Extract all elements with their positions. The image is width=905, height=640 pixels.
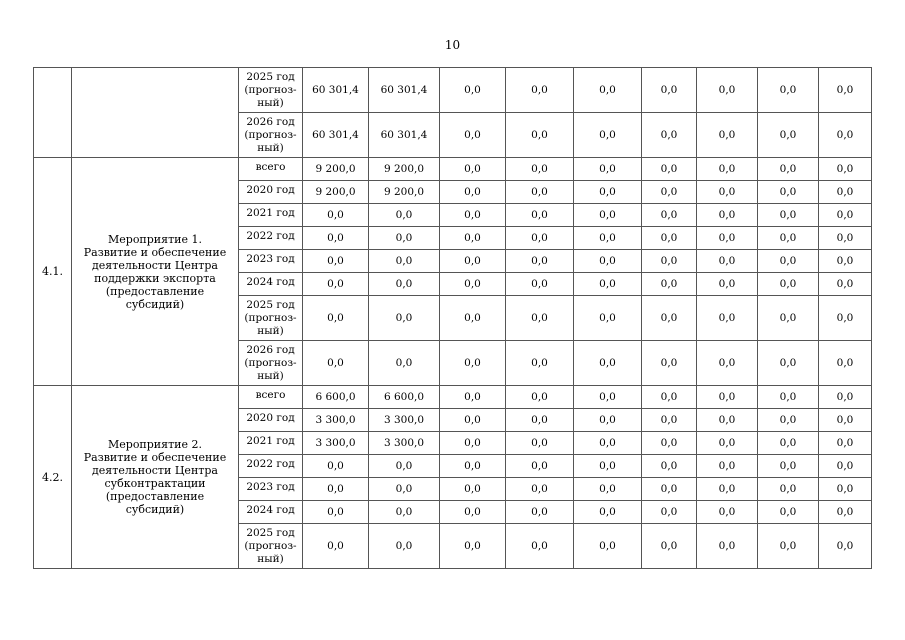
value-cell: 0,0	[819, 227, 872, 250]
value-cell: 0,0	[819, 68, 872, 113]
item-number-cell	[34, 68, 72, 158]
value-cell: 0,0	[506, 432, 574, 455]
year-line: 2022 год	[246, 458, 295, 470]
value-cell: 0,0	[574, 296, 642, 341]
value-cell: 0,0	[574, 478, 642, 501]
year-cell	[239, 204, 303, 227]
item-name-line: Мероприятие 1.	[108, 232, 202, 246]
value-cell: 0,0	[758, 204, 819, 227]
value-cell: 0,0	[506, 158, 574, 181]
year-cell	[239, 68, 303, 113]
year-line: ный)	[257, 552, 284, 565]
value-cell: 0,0	[758, 524, 819, 569]
value-cell: 0,0	[758, 501, 819, 524]
year-line: 2021 год	[246, 207, 295, 219]
table-body	[34, 68, 872, 569]
item-number-cell: 4.1.	[34, 158, 72, 386]
year-line: 2022 год	[246, 230, 295, 242]
value-cell: 0,0	[758, 341, 819, 386]
value-cell: 0,0	[440, 113, 506, 158]
year-cell	[239, 181, 303, 204]
value-cell: 0,0	[574, 273, 642, 296]
year-line: 2021 год	[246, 435, 295, 447]
value-cell: 0,0	[369, 455, 440, 478]
item-name-line: Развитие и обеспечение	[83, 451, 227, 464]
value-cell: 0,0	[506, 204, 574, 227]
value-cell: 0,0	[758, 386, 819, 409]
year-cell	[239, 386, 303, 409]
item-name-line: Развитие и обеспечение	[83, 245, 227, 259]
value-cell: 0,0	[819, 204, 872, 227]
value-cell: 0,0	[506, 68, 574, 113]
value-cell: 0,0	[758, 227, 819, 250]
value-cell: 0,0	[819, 455, 872, 478]
value-cell: 0,0	[819, 341, 872, 386]
value-cell: 0,0	[819, 524, 872, 569]
value-cell: 0,0	[642, 386, 697, 409]
value-cell: 0,0	[697, 432, 758, 455]
value-cell: 0,0	[697, 227, 758, 250]
value-cell: 0,0	[819, 409, 872, 432]
value-cell: 0,0	[440, 68, 506, 113]
value-cell: 0,0	[440, 341, 506, 386]
value-cell: 0,0	[440, 478, 506, 501]
item-name-cell	[72, 386, 239, 569]
value-cell: 0,0	[303, 227, 369, 250]
value-cell: 0,0	[642, 341, 697, 386]
value-cell: 0,0	[303, 204, 369, 227]
value-cell: 0,0	[642, 68, 697, 113]
value-cell: 0,0	[574, 181, 642, 204]
value-cell: 0,0	[440, 250, 506, 273]
year-line: 2023 год	[246, 481, 295, 493]
value-cell: 9 200,0	[369, 181, 440, 204]
value-cell: 0,0	[697, 409, 758, 432]
value-cell: 0,0	[369, 296, 440, 341]
value-cell: 6 600,0	[369, 386, 440, 409]
value-cell: 3 300,0	[303, 409, 369, 432]
item-name-line: Мероприятие 2.	[108, 438, 202, 451]
value-cell: 0,0	[506, 409, 574, 432]
value-cell: 0,0	[697, 524, 758, 569]
value-cell: 0,0	[574, 341, 642, 386]
page-number: 10	[444, 38, 461, 52]
year-line: всего	[255, 161, 286, 173]
item-name-cell	[72, 68, 239, 158]
value-cell: 0,0	[369, 341, 440, 386]
value-cell: 0,0	[758, 409, 819, 432]
value-cell: 3 300,0	[369, 409, 440, 432]
item-name-line: субконтрактации	[104, 477, 206, 490]
value-cell: 0,0	[574, 158, 642, 181]
year-line: (прогноз-	[244, 83, 297, 96]
value-cell: 60 301,4	[369, 68, 440, 113]
value-cell: 0,0	[574, 455, 642, 478]
value-cell: 0,0	[819, 113, 872, 158]
value-cell: 60 301,4	[303, 113, 369, 158]
value-cell: 0,0	[697, 181, 758, 204]
value-cell: 0,0	[697, 296, 758, 341]
value-cell: 0,0	[506, 227, 574, 250]
value-cell: 0,0	[369, 250, 440, 273]
value-cell: 0,0	[506, 386, 574, 409]
year-cell	[239, 478, 303, 501]
value-cell: 9 200,0	[303, 181, 369, 204]
value-cell: 0,0	[697, 158, 758, 181]
value-cell: 0,0	[819, 250, 872, 273]
value-cell: 3 300,0	[303, 432, 369, 455]
value-cell: 0,0	[506, 341, 574, 386]
value-cell: 0,0	[642, 204, 697, 227]
value-cell: 0,0	[758, 158, 819, 181]
value-cell: 0,0	[642, 250, 697, 273]
value-cell: 0,0	[697, 273, 758, 296]
value-cell: 0,0	[574, 204, 642, 227]
value-cell: 0,0	[758, 181, 819, 204]
value-cell: 0,0	[440, 409, 506, 432]
value-cell: 0,0	[303, 250, 369, 273]
value-cell: 0,0	[697, 501, 758, 524]
value-cell: 0,0	[642, 158, 697, 181]
value-cell: 0,0	[642, 455, 697, 478]
value-cell: 0,0	[642, 478, 697, 501]
value-cell: 0,0	[819, 296, 872, 341]
value-cell: 0,0	[506, 113, 574, 158]
value-cell: 0,0	[697, 250, 758, 273]
value-cell: 0,0	[574, 227, 642, 250]
value-cell: 0,0	[758, 250, 819, 273]
value-cell: 0,0	[303, 478, 369, 501]
value-cell: 0,0	[819, 478, 872, 501]
value-cell: 0,0	[642, 227, 697, 250]
value-cell: 0,0	[506, 250, 574, 273]
table-row	[34, 68, 872, 113]
value-cell: 0,0	[369, 524, 440, 569]
value-cell: 0,0	[303, 296, 369, 341]
table-row	[34, 158, 872, 181]
value-cell: 0,0	[574, 68, 642, 113]
value-cell: 0,0	[819, 273, 872, 296]
value-cell: 0,0	[574, 386, 642, 409]
value-cell: 0,0	[697, 455, 758, 478]
value-cell: 0,0	[369, 227, 440, 250]
value-cell: 0,0	[369, 273, 440, 296]
year-line: ный)	[257, 324, 284, 337]
value-cell: 0,0	[369, 501, 440, 524]
value-cell: 0,0	[642, 181, 697, 204]
year-line: 2026 год	[246, 115, 295, 128]
item-name-line: деятельности Центра	[92, 258, 218, 272]
value-cell: 0,0	[440, 386, 506, 409]
budget-table	[33, 67, 872, 569]
value-cell: 0,0	[642, 409, 697, 432]
year-line: 2024 год	[246, 276, 295, 288]
item-name-line: (предоставление субсидий)	[105, 284, 205, 311]
year-cell	[239, 273, 303, 296]
value-cell: 0,0	[440, 524, 506, 569]
year-line: 2020 год	[246, 184, 295, 196]
value-cell: 3 300,0	[369, 432, 440, 455]
value-cell: 6 600,0	[303, 386, 369, 409]
item-number-cell: 4.2.	[34, 386, 72, 569]
year-cell	[239, 455, 303, 478]
table-row	[34, 386, 872, 409]
value-cell: 0,0	[697, 341, 758, 386]
value-cell: 0,0	[642, 501, 697, 524]
year-line: 2023 год	[246, 253, 295, 265]
value-cell: 0,0	[440, 455, 506, 478]
value-cell: 0,0	[697, 478, 758, 501]
value-cell: 0,0	[642, 273, 697, 296]
value-cell: 0,0	[440, 227, 506, 250]
year-cell	[239, 501, 303, 524]
value-cell: 0,0	[758, 478, 819, 501]
value-cell: 0,0	[506, 524, 574, 569]
value-cell: 0,0	[440, 501, 506, 524]
year-cell	[239, 250, 303, 273]
year-cell	[239, 113, 303, 158]
value-cell: 0,0	[642, 432, 697, 455]
value-cell: 0,0	[303, 524, 369, 569]
value-cell: 0,0	[758, 296, 819, 341]
value-cell: 0,0	[697, 113, 758, 158]
year-line: 2026 год	[246, 343, 295, 356]
value-cell: 0,0	[642, 113, 697, 158]
value-cell: 0,0	[697, 204, 758, 227]
value-cell: 0,0	[642, 524, 697, 569]
value-cell: 0,0	[303, 455, 369, 478]
year-line: (прогноз-	[244, 539, 297, 552]
year-line: (прогноз-	[244, 128, 297, 141]
value-cell: 0,0	[819, 386, 872, 409]
value-cell: 0,0	[303, 501, 369, 524]
value-cell: 0,0	[303, 273, 369, 296]
value-cell: 0,0	[758, 68, 819, 113]
value-cell: 60 301,4	[369, 113, 440, 158]
value-cell: 0,0	[574, 432, 642, 455]
value-cell: 9 200,0	[369, 158, 440, 181]
value-cell: 0,0	[697, 386, 758, 409]
year-cell	[239, 341, 303, 386]
value-cell: 60 301,4	[303, 68, 369, 113]
year-line: 2024 год	[246, 504, 295, 516]
value-cell: 0,0	[440, 432, 506, 455]
value-cell: 0,0	[506, 478, 574, 501]
item-name-cell	[72, 158, 239, 386]
value-cell: 0,0	[697, 68, 758, 113]
value-cell: 0,0	[369, 204, 440, 227]
value-cell: 0,0	[369, 478, 440, 501]
value-cell: 0,0	[303, 341, 369, 386]
value-cell: 0,0	[819, 432, 872, 455]
value-cell: 0,0	[440, 204, 506, 227]
value-cell: 0,0	[758, 455, 819, 478]
value-cell: 0,0	[819, 158, 872, 181]
value-cell: 0,0	[574, 409, 642, 432]
year-line: ный)	[257, 96, 284, 109]
year-line: всего	[255, 389, 286, 401]
value-cell: 0,0	[574, 501, 642, 524]
value-cell: 0,0	[440, 296, 506, 341]
value-cell: 0,0	[440, 273, 506, 296]
value-cell: 0,0	[758, 113, 819, 158]
year-line: 2025 год	[246, 526, 295, 539]
value-cell: 0,0	[440, 181, 506, 204]
value-cell: 0,0	[506, 501, 574, 524]
value-cell: 0,0	[819, 501, 872, 524]
year-cell	[239, 432, 303, 455]
value-cell: 0,0	[506, 181, 574, 204]
value-cell: 0,0	[819, 181, 872, 204]
value-cell: 0,0	[574, 524, 642, 569]
year-line: 2020 год	[246, 412, 295, 424]
value-cell: 0,0	[506, 273, 574, 296]
item-name-line: деятельности Центра	[92, 464, 218, 477]
year-line: (прогноз-	[244, 311, 297, 324]
year-cell	[239, 227, 303, 250]
year-line: 2025 год	[246, 70, 295, 83]
year-cell	[239, 524, 303, 569]
value-cell: 0,0	[506, 296, 574, 341]
item-name-line: поддержки экспорта	[94, 271, 216, 285]
year-cell	[239, 158, 303, 181]
year-cell	[239, 409, 303, 432]
value-cell: 0,0	[574, 250, 642, 273]
value-cell: 9 200,0	[303, 158, 369, 181]
year-line: 2025 год	[246, 298, 295, 311]
value-cell: 0,0	[506, 455, 574, 478]
value-cell: 0,0	[758, 432, 819, 455]
value-cell: 0,0	[642, 296, 697, 341]
year-line: ный)	[257, 141, 284, 154]
year-cell	[239, 296, 303, 341]
item-name-line: (предоставление субсидий)	[105, 490, 205, 516]
year-line: (прогноз-	[244, 356, 297, 369]
value-cell: 0,0	[758, 273, 819, 296]
value-cell: 0,0	[574, 113, 642, 158]
year-line: ный)	[257, 369, 284, 382]
value-cell: 0,0	[440, 158, 506, 181]
